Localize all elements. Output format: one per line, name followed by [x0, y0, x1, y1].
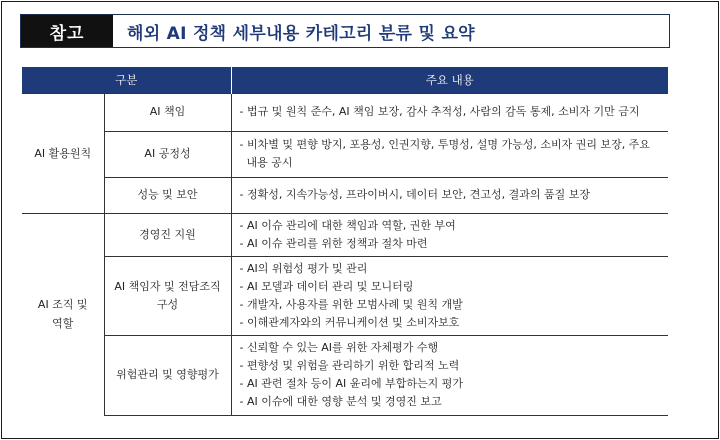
- column-header-category: 구분: [22, 67, 231, 93]
- summary-table: [22, 67, 668, 416]
- content-item: - 비차별 및 편향 방지, 포용성, 인권지향, 투명성, 설명 가능성, 소비자 권리 보장, 주요: [239, 138, 650, 151]
- content-item: - AI 모델과 데이터 관리 및 모니터링: [239, 279, 414, 293]
- group-label-ai-principles: AI 활용원칙: [22, 93, 104, 213]
- subcategory-risk-impact: 위험관리 및 영향평가: [104, 335, 231, 415]
- content-item: - AI 이슈 관리에 대한 책임과 역할, 권한 부여: [239, 218, 456, 232]
- table-header-row: [22, 67, 668, 93]
- group-label-line: AI 조직 및: [37, 298, 88, 312]
- section-header: [20, 14, 670, 48]
- content-cell: [231, 335, 668, 415]
- content-cell: [231, 131, 668, 177]
- content-item: - AI 이슈 관리를 위한 정책과 절차 마련: [239, 236, 428, 250]
- content-cell: [231, 256, 668, 335]
- table-row: [22, 256, 668, 335]
- content-cell: [231, 93, 668, 131]
- content-cell: [231, 213, 668, 256]
- page-title: 해외 AI 정책 세부내용 카테고리 분류 및 요약: [127, 23, 475, 44]
- subcategory-executive-support: 경영진 지원: [104, 213, 231, 256]
- group-label-line: 역할: [52, 317, 74, 331]
- content-item: - 개발자, 사용자를 위한 모범사례 및 원칙 개발: [239, 297, 463, 311]
- content-item: - AI의 위험성 평가 및 관리: [239, 261, 368, 275]
- content-item: - 정확성, 지속가능성, 프라이버시, 데이터 보안, 견고성, 결과의 품질 보장: [239, 188, 590, 201]
- subcategory-line: AI 책임자 및 전담조직: [114, 279, 221, 293]
- table-row: [22, 335, 668, 415]
- content-item: - AI 이슈에 대한 영향 분석 및 경영진 보고: [239, 395, 442, 408]
- subcategory-ai-officer-team: [104, 256, 231, 335]
- subcategory-ai-fairness: AI 공정성: [104, 131, 231, 177]
- table-row: [22, 213, 668, 256]
- column-header-content: 주요 내용: [231, 67, 668, 93]
- group-label-ai-organization: [22, 213, 104, 415]
- table-row: [22, 93, 668, 131]
- subcategory-performance-security: 성능 및 보안: [104, 177, 231, 213]
- content-item: 내용 공시: [239, 156, 293, 169]
- table-row: [22, 177, 668, 213]
- reference-tag: 참고: [21, 15, 113, 47]
- subcategory-line: 구성: [156, 297, 179, 311]
- table-row: [22, 131, 668, 177]
- content-item: - AI 관련 절차 등이 AI 윤리에 부합하는지 평가: [239, 377, 463, 390]
- content-item: - 편향성 및 위험을 관리하기 위한 합리적 노력: [239, 359, 460, 372]
- content-cell: [231, 177, 668, 213]
- subcategory-ai-accountability: AI 책임: [104, 93, 231, 131]
- content-item: - 법규 및 원칙 준수, AI 책임 보장, 감사 추적성, 사람의 감독 통제, 소비자 기만 금지: [239, 105, 640, 118]
- content-item: - 이해관계자와의 커뮤니케이션 및 소비자보호: [239, 315, 460, 329]
- content-item: - 신뢰할 수 있는 AI를 위한 자체평가 수행: [239, 341, 439, 354]
